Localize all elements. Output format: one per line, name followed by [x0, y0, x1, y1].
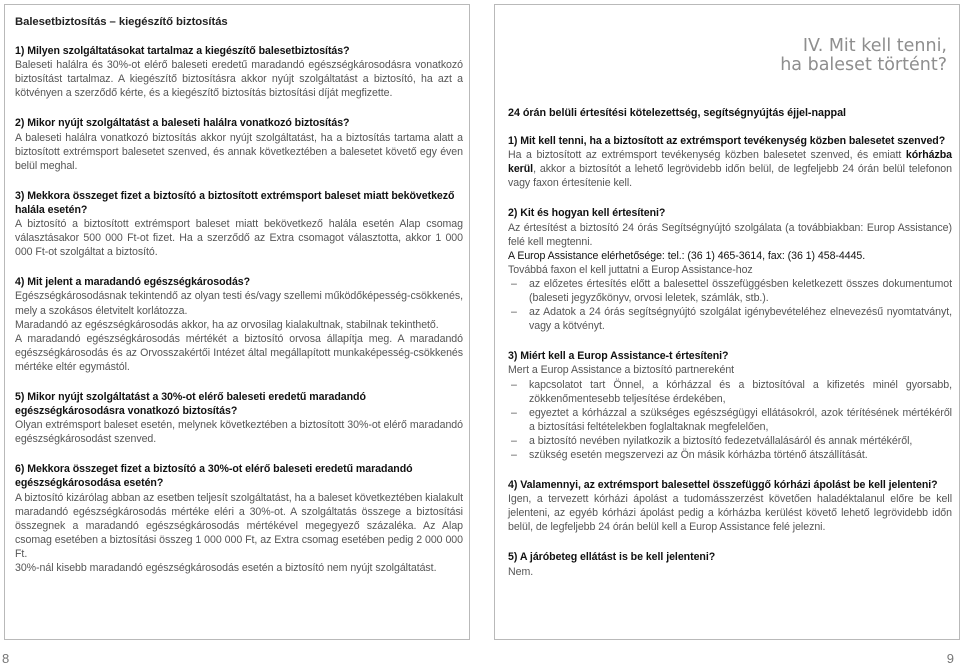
- list-item: – kapcsolatot tart Önnel, a kórházzal és a biztosítóval a kifizetés minél gyorsabb, zökkenőmentesebb teljesítése érdekében,: [508, 378, 952, 406]
- question-2: [15, 116, 463, 172]
- answer-text: [15, 491, 463, 576]
- answer-paragraph: Mert a Europ Assistance a biztosító partnereként: [508, 364, 735, 377]
- answer-text: A biztosító a biztosított extrémsport baleset miatt bekövetkező halála esetén Alap csomag választásakor 500 000 Ft-ot fizet. Ha a szerződő az Extra csomagot választotta, akkor 1 000 000 Ft-ot szolgáltat a biztosító.: [15, 218, 463, 259]
- answer-text: [508, 221, 952, 334]
- answer-text: Nem.: [508, 565, 534, 578]
- question-title: 5) A járóbeteg ellátást is be kell jelenteni?: [508, 551, 716, 564]
- list-item: – egyeztet a kórházzal a szükséges egészségügyi ellátásokról, azok térítésének mértékéről a biztosítási feltételekben foglaltaknak megfelelően,: [508, 406, 952, 434]
- question-3: [15, 189, 463, 259]
- question-5: [15, 390, 463, 446]
- section-header: [780, 37, 947, 74]
- answer-text-part: Ha a biztosított az extrémsport tevékenység közben balesetet szenved, és emiatt: [508, 149, 906, 162]
- notice-heading: 24 órán belüli értesítési kötelezettség, segítségnyújtás éjjel-nappal: [508, 107, 846, 119]
- answer-text: [508, 363, 952, 462]
- answer-text-part: , akkor a biztosítót a lehető legrövidebb időn belül, de legfeljebb 24 órán belül telefonon vagy faxon értesítenie kell.: [508, 163, 952, 190]
- answer-paragraph: A maradandó egészségkárosodás mértékét a biztosító orvosa állapítja meg. A maradandó egészségkárosodás és az Orvosszakértői Intézet által megállapított munkaképesség-csökkenés mértéke eltér egymástól.: [15, 332, 463, 373]
- left-page: [4, 4, 470, 640]
- reason-list: [508, 378, 952, 463]
- question-1: [15, 44, 463, 100]
- answer-text: [15, 289, 463, 374]
- question-title: 4) Mit jelent a maradandó egészségkárosodás?: [15, 276, 251, 289]
- page-number-right: 9: [946, 651, 954, 666]
- question-title: 5) Mikor nyújt szolgáltatást a 30%-ot elérő baleseti eredetű maradandó egészségkárosodásra vonatkozó biztosítás?: [15, 390, 366, 418]
- section-header-line: IV. Mit kell tenni,: [802, 36, 947, 56]
- question-title: 3) Mekkora összeget fizet a biztosító a biztosított extrémsport baleset miatt bekövetkező halála esetén?: [15, 189, 455, 216]
- question-4: [508, 478, 952, 534]
- answer-text: [508, 148, 952, 190]
- answer-paragraph: 30%-nál kisebb maradandó egészségkárosodás esetén a biztosító nem nyújt szolgáltatást.: [15, 562, 437, 574]
- answer-text: Igen, a tervezett kórházi ápolást a tudomásszerzést követően haladéktalanul előre be kell jelenteni, az egyéb kórházi ápolást pedig a kórházba kerülést követő lehető legrövidebb időn belül, de legfeljebb 24 órán belül kell a Europ Assistance felé jelezni.: [508, 493, 952, 534]
- right-column: [508, 106, 952, 595]
- answer-emphasis: kórházba kerül: [508, 149, 952, 176]
- page-number-left: 8: [2, 651, 10, 666]
- answer-paragraph: A biztosító kizárólag abban az esetben teljesít szolgáltatást, ha a baleset következtében kialakult maradandó egészségkárosodás mértéke eléri a 30%-ot. A szolgáltatás összege a biztosítási összegnek a maradandó egészségkárosodás mértékével megegyező százaléka. Az Alap csomag esetében a biztosítási összeg 1 000 000 Ft, az Extra csomag esetében pedig 2 000 000 Ft.: [15, 491, 463, 560]
- answer-text: Olyan extrémsport baleset esetén, melynek következtében a biztosított 30%-ot elérő maradandó egészségkárosodást szenved.: [15, 419, 463, 446]
- list-item: – az Adatok a 24 órás segítségnyújtó szolgálat igénybevételéhez elnevezésű nyomtatványt, vagy a kötvényt.: [508, 305, 952, 333]
- answer-paragraph: Továbbá faxon el kell juttatni a Europ Assistance-hoz: [508, 263, 753, 276]
- question-title: 2) Kit és hogyan kell értesíteni?: [508, 207, 666, 220]
- left-column: [15, 15, 463, 591]
- question-6: [15, 462, 463, 575]
- question-title: 3) Miért kell a Europ Assistance-t értesíteni?: [508, 350, 729, 363]
- document-title: Balesetbiztosítás – kiegészítő biztosítás: [15, 16, 228, 28]
- question-title: 4) Valamennyi, az extrémsport balesettel összefüggő kórházi ápolást be kell jelenteni?: [508, 479, 938, 492]
- question-title: 2) Mikor nyújt szolgáltatást a baleseti halálra vonatkozó biztosítás?: [15, 117, 350, 130]
- list-item: – a biztosító nevében nyilatkozik a biztosító fedezetvállalásáról és annak mértékéről,: [508, 434, 952, 448]
- list-item: – az előzetes értesítés előtt a balesettel összefüggésben keletkezett összes dokumentumot (baleseti jegyzőkönyv, orvosi leletek, számlák, stb.).: [508, 277, 952, 305]
- list-item: – szükség esetén megszervezi az Ön másik kórházba történő átszállítását.: [508, 448, 952, 462]
- answer-paragraph: Egészségkárosodásnak tekintendő az olyan testi és/vagy szellemi működőképesség-csökkenés, mely a szokásos életvitelt korlátozza.: [15, 290, 463, 317]
- question-3: [508, 349, 952, 462]
- question-title: 1) Mit kell tenni, ha a biztosított az extrémsport tevékenység közben balesetet szenved?: [508, 135, 946, 148]
- question-5: [508, 550, 952, 578]
- contact-line: A Europ Assistance elérhetősége: tel.: (36 1) 465-3614, fax: (36 1) 458-4445.: [508, 249, 866, 262]
- answer-text: Baleseti halálra és 30%-ot elérő baleseti eredetű maradandó egészségkárosodásra vonatkozó biztosítást tartalmaz. A kiegészítő biztosításra akkor nyújt szolgáltatást a biztosító, ha azt a kötvényen a szerződő kérte, és a kiegészítő biztosítás biztosítási díját megfizette.: [15, 59, 463, 100]
- question-1: [508, 134, 952, 190]
- answer-paragraph: Maradandó az egészségkárosodás akkor, ha az orvosilag kialakultnak, stabilnak tekinthető.: [15, 318, 439, 331]
- question-title: 6) Mekkora összeget fizet a biztosító a 30%-ot elérő baleseti eredetű maradandó egészségkárosodása esetén?: [15, 463, 413, 490]
- section-header-line: ha baleset történt?: [780, 54, 947, 75]
- right-page: [494, 4, 960, 640]
- answer-text: A baleseti halálra vonatkozó biztosítás akkor nyújt szolgáltatást, ha a biztosítás tartama alatt a biztosított extrémsport balesetet szenved, és annak következtében a balesetet követő egy éven belül meghal.: [15, 131, 463, 172]
- question-2: [508, 206, 952, 333]
- question-4: [15, 275, 463, 374]
- question-title: 1) Milyen szolgáltatásokat tartalmaz a kiegészítő balesetbiztosítás?: [15, 45, 350, 58]
- answer-paragraph: Az értesítést a biztosító 24 órás Segítségnyújtó szolgálata (a továbbiakban: Europ Assistance) felé kell megtenni.: [508, 221, 952, 248]
- document-list: [508, 277, 952, 333]
